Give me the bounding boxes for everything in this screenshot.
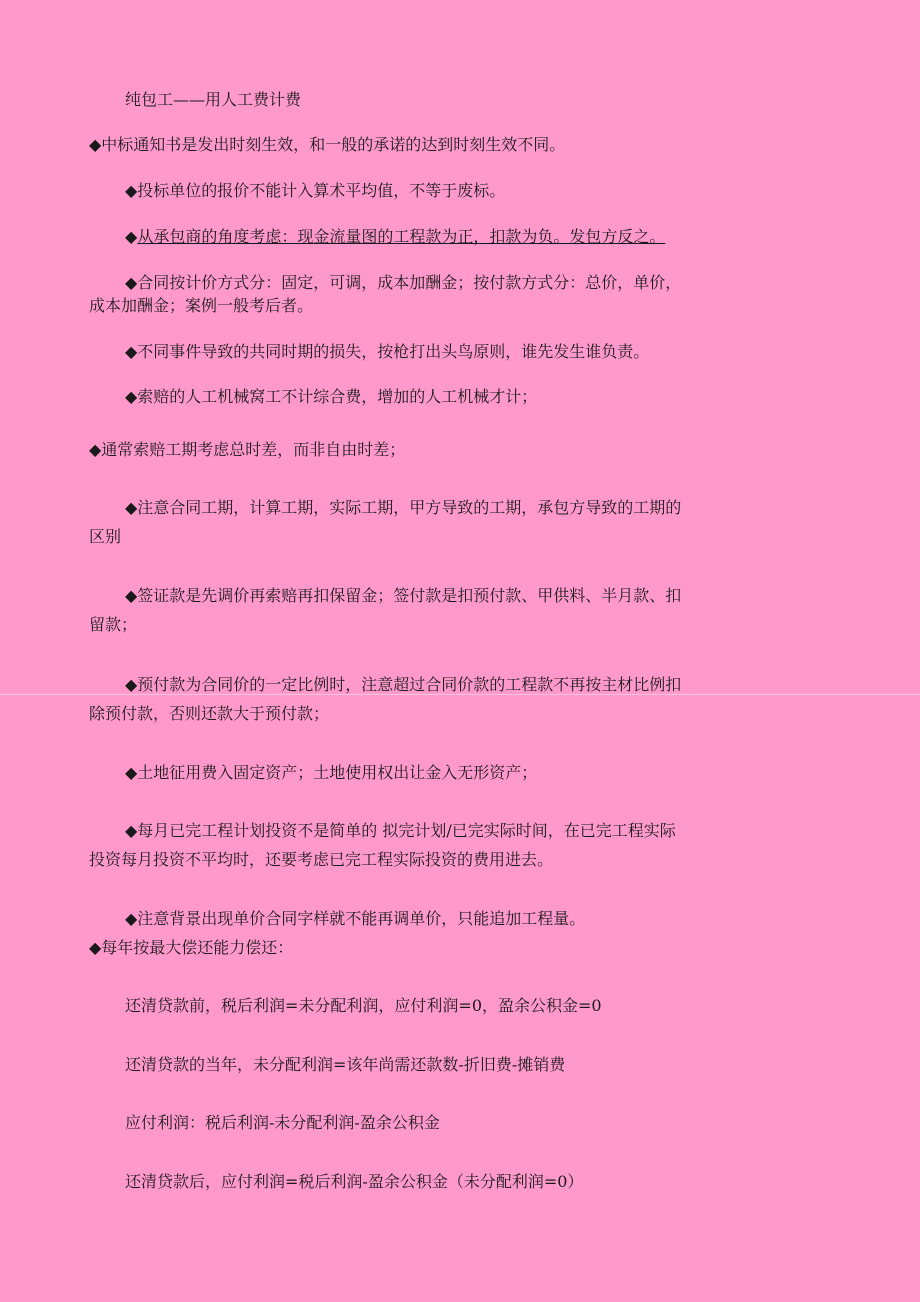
formula-line: 还清贷款前，税后利润=未分配利润，应付利润=0，盈余公积金=0 bbox=[125, 996, 602, 1015]
bullet-paragraph: ◆土地征用费入固定资产；土地使用权出让金入无形资产； bbox=[125, 763, 538, 782]
bullet-paragraph-line1: ◆签证款是先调价再索赔再扣保留金；签付款是扣预付款、甲供料、半月款、扣 bbox=[125, 586, 682, 605]
bullet-paragraph: ◆每年按最大偿还能力偿还： bbox=[89, 938, 294, 957]
bullet-diamond: ◆ bbox=[125, 227, 138, 246]
bullet-paragraph: ◆注意背景出现单价合同字样就不能再调单价，只能追加工程量。 bbox=[125, 909, 586, 928]
bullet-paragraph-line1: ◆注意合同工期，计算工期，实际工期，甲方导致的工期，承包方导致的工期的 bbox=[125, 498, 682, 517]
bullet-paragraph-line2: 成本加酬金；案例一般考后者。 bbox=[89, 296, 314, 315]
bullet-paragraph: ◆索赔的人工机械窝工不计综合费，增加的人工机械才计； bbox=[125, 387, 538, 406]
bullet-paragraph-underlined bbox=[125, 226, 665, 248]
bullet-paragraph-line2: 投资每月投资不平均时，还要考虑已完工程实际投资的费用进去。 bbox=[89, 850, 554, 869]
formula-line: 应付利润：税后利润-未分配利润-盈余公积金 bbox=[125, 1113, 440, 1132]
bullet-paragraph-line1: ◆每月已完工程计划投资不是简单的 拟完计划/已完实际时间，在已完工程实际 bbox=[125, 821, 676, 840]
heading-line: 纯包工——用人工费计费 bbox=[125, 90, 302, 109]
formula-line: 还清贷款后，应付利润=税后利润-盈余公积金（未分配利润=0） bbox=[125, 1172, 584, 1191]
bullet-paragraph-line2: 除预付款，否则还款大于预付款； bbox=[89, 704, 330, 723]
bullet-paragraph: ◆通常索赔工期考虑总时差，而非自由时差； bbox=[89, 440, 406, 459]
bullet-paragraph-line1: ◆合同按计价方式分：固定，可调，成本加酬金；按付款方式分：总价，单价， bbox=[125, 273, 682, 292]
bullet-paragraph-line1: ◆预付款为合同价的一定比例时，注意超过合同价款的工程款不再按主材比例扣 bbox=[125, 675, 682, 694]
bullet-paragraph-line2: 留款； bbox=[89, 615, 138, 634]
bullet-paragraph: ◆投标单位的报价不能计入算术平均值，不等于废标。 bbox=[125, 181, 506, 200]
bullet-paragraph: ◆中标通知书是发出时刻生效，和一般的承诺的达到时刻生效不同。 bbox=[89, 135, 566, 154]
formula-line: 还清贷款的当年，未分配利润=该年尚需还款数-折旧费-摊销费 bbox=[125, 1055, 566, 1074]
bullet-paragraph: ◆不同事件导致的共同时期的损失，按枪打出头鸟原则，谁先发生谁负责。 bbox=[125, 342, 650, 361]
bullet-paragraph-line2: 区别 bbox=[89, 527, 122, 546]
underlined-text: 从承包商的角度考虑：现金流量图的工程款为正，扣款为负。发包方反之。 bbox=[137, 227, 666, 246]
